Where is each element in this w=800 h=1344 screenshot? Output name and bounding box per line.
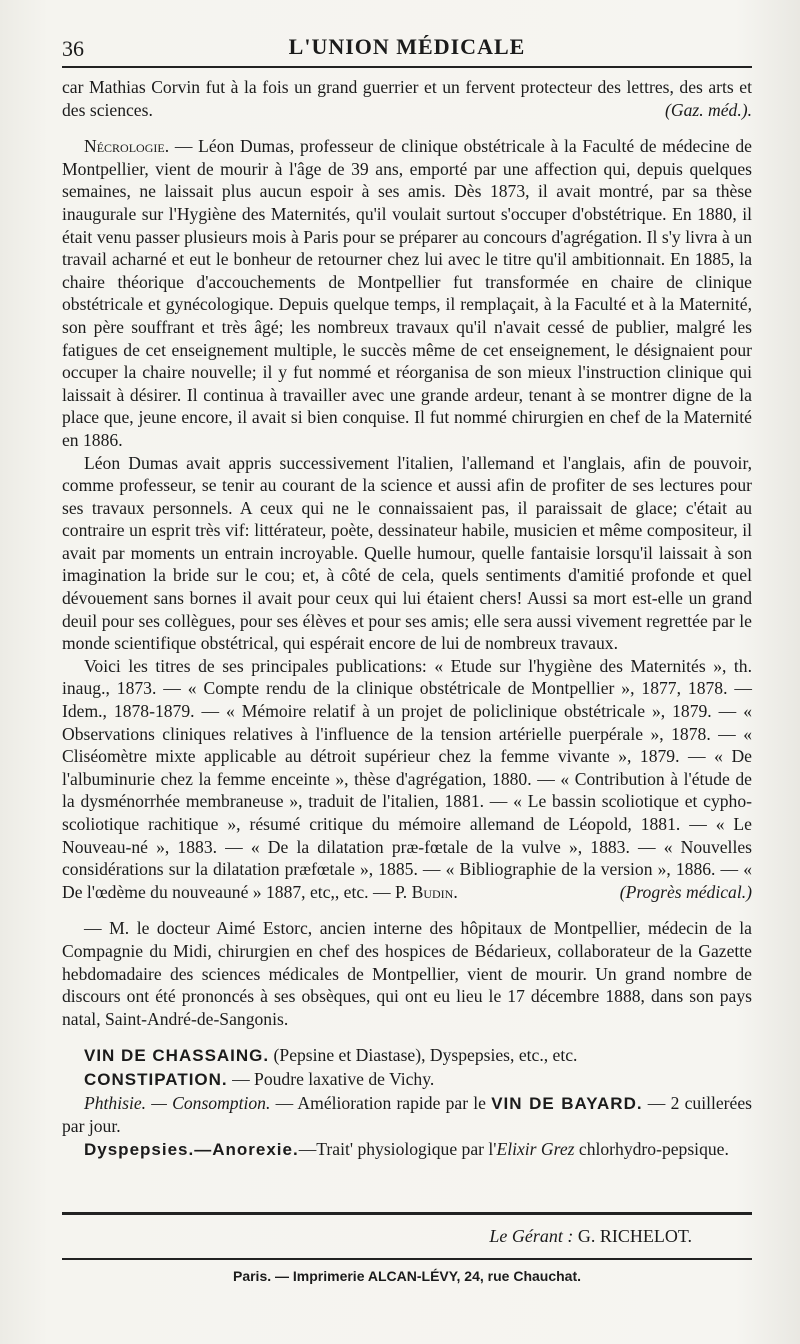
gerant-line (62, 1226, 692, 1247)
ad-bayard (62, 1092, 752, 1138)
ad-grez-tail: chlorhydro-pepsique. (574, 1138, 729, 1159)
ad-bayard-text: — Amélioration rapide par le (275, 1092, 486, 1113)
necrology-author: P. Budin. (394, 881, 458, 902)
page-header (62, 30, 752, 64)
gerant-name: G. RICHELOT. (577, 1226, 692, 1246)
estorc-paragraph: — M. le docteur Aimé Estorc, ancien interne des hôpitaux de Montpellier, médecin de la Compagnie du Midi, chirurgien en chef des hospices de Bédarieux, collaborateur de la Gazette hebdomadaire des sciences médicales de Montpellier, vient de mourir. Un grand nombre de discours ont été prononcés à ses obsèques, qui ont eu lieu le 17 décembre 1888, dans son pays natal, Saint-André-de-Sangonis. (62, 918, 752, 1029)
running-title: L'UNION MÉDICALE (288, 34, 526, 59)
necrology-paragraph-1 (62, 135, 752, 451)
necrology-paragraph-2: Léon Dumas avait appris successivement l'italien, l'allemand et l'anglais, afin de pouvoir, comme professeur, se tenir au courant de la science et aussi afin de profiter de ses lectures pour ses travaux personnels. A ceux qui ne le connaissaient pas, il paraissait de glace; c'était au contraire un esprit très vif: littérateur, poète, dessinateur habile, musicien et même compositeur, il avait par moments un entrain incroyable. Quelle humour, quelle fantaisie lorsqu'il laissait à son imagination la bride sur le cou; et, à côté de cela, quels sentiments d'amitié profonde et quel dévouement sans bornes il avait pour ceux qui lui étaient chers! Aussi sa mort est-elle un grand deuil pour ses collègues, pour ses élèves et pour ses amis; elle sera aussi vivement regrettée par le monde scientifique obstétrical, qui espérait encore de lui de nombreux travaux. (62, 452, 752, 654)
necrology-source: (Progrès médical.) (619, 881, 752, 902)
ad-grez-name: Dyspepsies.—Anorexie. (84, 1139, 299, 1159)
ad-grez (62, 1138, 752, 1162)
corvin-paragraph (62, 76, 752, 121)
ad-constipation-text: — Poudre laxative de Vichy. (232, 1068, 435, 1089)
spacer (62, 903, 752, 917)
ad-bayard-tail: — 2 cuillerées par jour. (62, 1092, 753, 1137)
header-rule (62, 66, 752, 68)
imprint-rule (62, 1258, 752, 1260)
necrology-heading: Nécrologie. (84, 136, 170, 157)
gerant-label: Le Gérant : (489, 1226, 574, 1246)
signature-rule (62, 1212, 752, 1215)
printer-imprint: Paris. — Imprimerie ALCAN-LÉVY, 24, rue Chauchat. (232, 1268, 582, 1284)
ad-constipation (62, 1068, 752, 1092)
ad-chassaing (62, 1044, 752, 1068)
publications-text: Voici les titres de ses principales publications: « Etude sur l'hygiène des Maternités », th. inaug., 1873. — « Compte rendu de la clinique obstétricale de Montpellier », 1877, 1878. — Idem., 1878-1879. — « Mémoire relatif à un projet de policlinique obstétricale », 1879. — « Observations cliniques relatives à l'influence de la tension artérielle puerpérale », 1878. — « Cliséomètre mixte applicable au détroit supérieur chez la femme vivante », 1879. — « De l'albuminurie chez la femme enceinte », thèse d'agrégation, 1880. — « Contribution à l'étude de la dysménorrhée membraneuse », traduit de l'italien, 1881. — « Le bassin scoliotique et cypho-scoliotique rachitique », résumé critique du mémoire allemand de Léopold, 1881. — « Le Nouveau-né », 1883. — « De la dilatation præ-fœtale de la vulve », 1883. — « Nouvelles considérations sur la dilatation præfœtale », 1885. — « Bibliographie de la version », 1886. — « De l'œdème du nouveauné » 1887, etc,, etc. — (62, 655, 752, 902)
ad-grez-italic: Elixir Grez (496, 1138, 575, 1159)
ad-bayard-label: Phthisie. — Consomption. (84, 1092, 271, 1113)
ad-chassaing-text: (Pepsine et Diastase), Dyspepsies, etc., etc. (273, 1045, 578, 1066)
ad-constipation-name: CONSTIPATION. (84, 1069, 228, 1089)
page-number: 36 (62, 36, 84, 61)
necrology-text-1: — Léon Dumas, professeur de clinique obstétricale à la Faculté de médecine de Montpellier, vient de mourir à l'âge de 39 ans, emporté par une affection qui, depuis quelques semaines, ne laissait plus aucun espoir à ses amis. Dès 1873, il avait montré, par sa thèse inaugurale sur l'Hygiène des Maternités, qu'il voulait surtout s'occuper d'obstétrique. En 1880, il était venu passer plusieurs mois à Paris pour se préparer au concours d'agrégation. Il s'y livra à un travail acharné et eut le bonheur de retourner chez lui avec le titre qu'il ambitionnait. En 1885, la chaire théorique d'accouchements de Montpellier fut transformée en chaire de clinique obstétricale et gynécologique. Depuis quelque temps, il remplaçait, à la Faculté et à la Maternité, son père souffrant et très âgé; les nombreux travaux qu'il n'avait cessé de publier, malgré les fatigues de cet enseignement multiple, le succès même de cet enseignement, le désignaient pour occuper la chaire nouvelle; il y fut nommé et réorganisa de son mieux l'instruction clinique qui laissait à désirer. Il continua à travailler avec une grande ardeur, tenant à se montrer digne de la place que, jeune encore, il avait si bien conquise. Il fut nommé chirurgien en chef de la Maternité en 1886. (62, 136, 752, 450)
article-body (62, 76, 752, 1161)
ad-grez-text: —Trait' physiologique par l' (298, 1138, 497, 1159)
ad-bayard-name: VIN DE BAYARD. (491, 1093, 643, 1113)
corvin-source: (Gaz. méd.). (665, 99, 752, 120)
publications-paragraph (62, 655, 752, 904)
corvin-text: car Mathias Corvin fut à la fois un grand guerrier et un fervent protecteur des lettres, des arts et des sciences. (62, 77, 752, 120)
ad-chassaing-name: VIN DE CHASSAING. (84, 1046, 270, 1066)
spacer (62, 1030, 752, 1044)
spacer (62, 121, 752, 135)
